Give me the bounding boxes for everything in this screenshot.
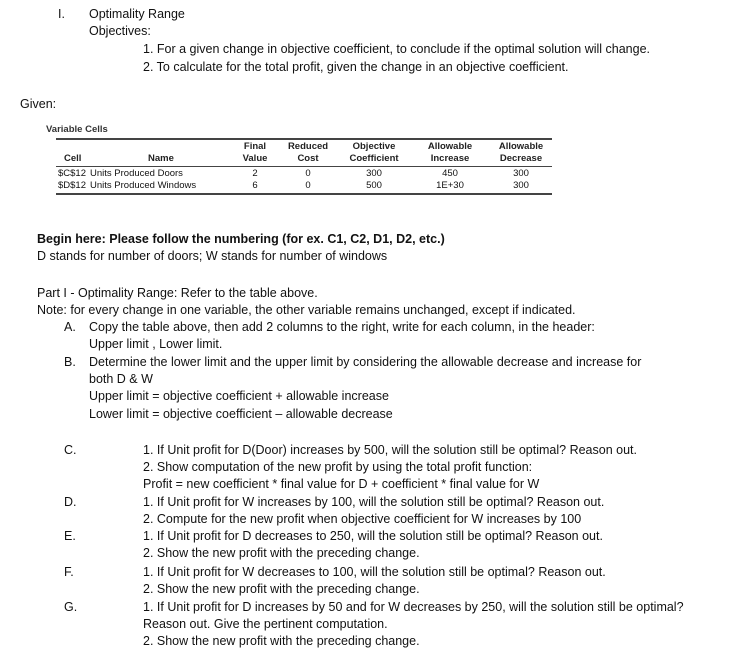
- header-increase-1: Allowable: [427, 141, 473, 152]
- part1-title: Part I - Optimality Range: Refer to the table above.: [37, 286, 318, 300]
- item-b-line4: Lower limit = objective coefficient – allowable decrease: [89, 407, 393, 421]
- objective-2: 2. To calculate for the total profit, given the change in an objective coefficient.: [143, 60, 569, 74]
- row2-objective: 500: [366, 180, 382, 191]
- item-b-line2: both D & W: [89, 372, 153, 386]
- header-final-2: Value: [242, 153, 268, 164]
- table-bottom-rule: [56, 193, 552, 195]
- part1-note: Note: for every change in one variable, the other variable remains unchanged, except if indicated.: [37, 303, 576, 317]
- begin-instruction: Begin here: Please follow the numbering (for ex. C1, C2, D1, D2, etc.): [37, 232, 445, 246]
- row2-cell: $D$12: [58, 180, 86, 191]
- item-c-line3: Profit = new coefficient * final value for D + coefficient * final value for W: [143, 477, 540, 491]
- row1-final: 2: [252, 168, 258, 179]
- section-title: Optimality Range: [89, 7, 185, 21]
- item-b-line1: Determine the lower limit and the upper limit by considering the allowable decrease and increase for: [89, 355, 642, 369]
- item-a-letter: A.: [64, 320, 76, 334]
- item-e-letter: E.: [64, 529, 76, 543]
- item-e-line2: 2. Show the new profit with the preceding change.: [143, 546, 420, 560]
- header-final-1: Final: [243, 141, 267, 152]
- item-d-line1: 1. If Unit profit for W increases by 100, will the solution still be optimal? Reason out.: [143, 495, 605, 509]
- item-d-line2: 2. Compute for the new profit when objective coefficient for W increases by 100: [143, 512, 582, 526]
- variable-legend: D stands for number of doors; W stands for number of windows: [37, 249, 388, 263]
- item-f-line1: 1. If Unit profit for W decreases to 100, will the solution still be optimal? Reason out.: [143, 565, 606, 579]
- item-c-line1: 1. If Unit profit for D(Door) increases by 500, will the solution still be optimal? Reason out.: [143, 443, 637, 457]
- header-decrease-1: Allowable: [498, 141, 544, 152]
- row2-name: Units Produced Windows: [90, 180, 197, 191]
- row2-final: 6: [252, 180, 258, 191]
- item-c-line2: 2. Show computation of the new profit by using the total profit function:: [143, 460, 533, 474]
- item-g-line2: Reason out. Give the pertinent computation.: [143, 617, 388, 631]
- section-numeral: I.: [58, 7, 65, 21]
- row2-decrease: 300: [513, 180, 529, 191]
- given-label: Given:: [20, 97, 57, 111]
- item-e-line1: 1. If Unit profit for D decreases to 250, will the solution still be optimal? Reason out.: [143, 529, 603, 543]
- item-c-letter: C.: [64, 443, 77, 457]
- header-objective-1: Objective: [352, 141, 396, 152]
- table-header-rule: [56, 166, 552, 167]
- header-objective-2: Coefficient: [349, 153, 399, 164]
- header-name: Name: [148, 153, 174, 164]
- item-a-line1: Copy the table above, then add 2 columns to the right, write for each column, in the header:: [89, 320, 595, 334]
- item-g-line3: 2. Show the new profit with the preceding change.: [143, 634, 420, 648]
- row2-increase: 1E+30: [436, 180, 464, 191]
- header-reduced-1: Reduced: [287, 141, 329, 152]
- row2-reduced: 0: [305, 180, 311, 191]
- header-decrease-2: Decrease: [499, 153, 543, 164]
- item-b-letter: B.: [64, 355, 76, 369]
- header-cell: Cell: [64, 153, 82, 164]
- header-reduced-2: Cost: [297, 153, 319, 164]
- row1-cell: $C$12: [58, 168, 86, 179]
- row1-reduced: 0: [305, 168, 311, 179]
- row1-objective: 300: [366, 168, 382, 179]
- item-g-line1: 1. If Unit profit for D increases by 50 and for W decreases by 250, will the solution still be optimal?: [143, 600, 684, 614]
- row1-increase: 450: [442, 168, 458, 179]
- item-b-line3: Upper limit = objective coefficient + allowable increase: [89, 389, 389, 403]
- table-caption: Variable Cells: [46, 124, 108, 135]
- item-d-letter: D.: [64, 495, 77, 509]
- item-f-line2: 2. Show the new profit with the preceding change.: [143, 582, 420, 596]
- item-f-letter: F.: [64, 565, 74, 579]
- row1-decrease: 300: [513, 168, 529, 179]
- objective-1: 1. For a given change in objective coefficient, to conclude if the optimal solution will change.: [143, 42, 651, 56]
- item-g-letter: G.: [64, 600, 78, 614]
- header-increase-2: Increase: [430, 153, 470, 164]
- objectives-label: Objectives:: [89, 24, 151, 38]
- table-top-rule: [56, 138, 552, 140]
- row1-name: Units Produced Doors: [90, 168, 183, 179]
- item-a-line2: Upper limit , Lower limit.: [89, 337, 223, 351]
